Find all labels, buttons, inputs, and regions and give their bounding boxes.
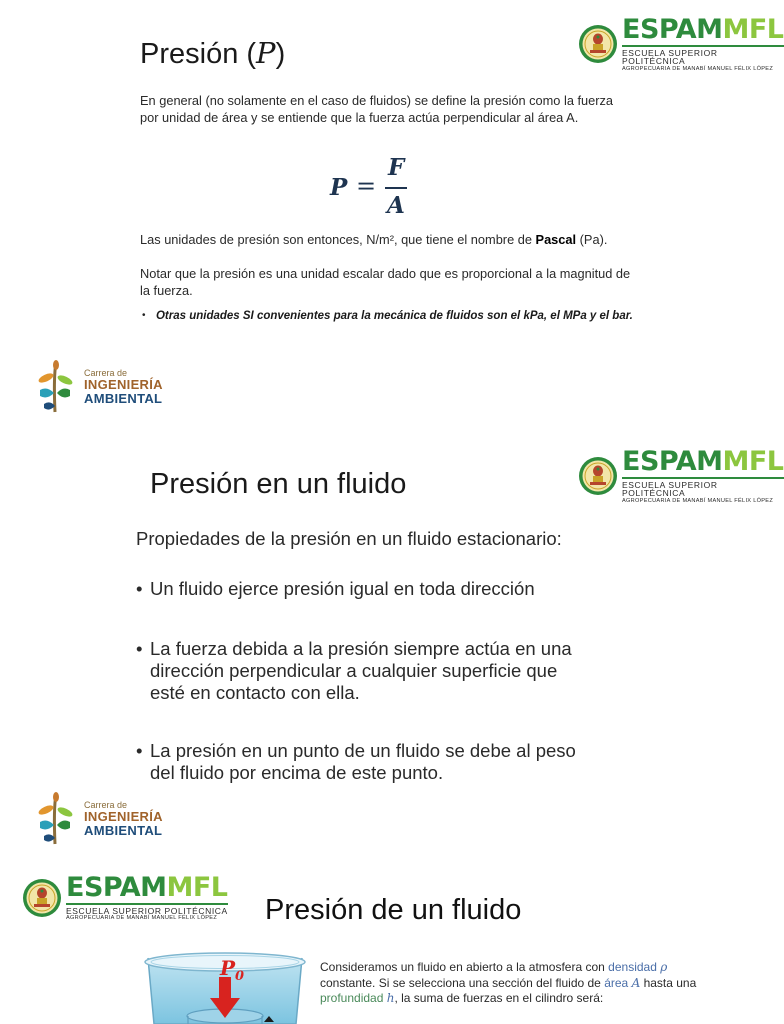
slide-title: Presión en un fluido	[150, 468, 407, 500]
logo-brand-espam: ESPAM	[622, 14, 723, 45]
intro-paragraph: En general (no solamente en el caso de fluidos) se define la presión como la fuerza por unidad de área y se entiende que la fuerza actúa perpendicular al área A.	[140, 93, 614, 125]
espam-mfl-logo	[578, 16, 784, 72]
bullet-dot: •	[142, 310, 146, 321]
logo-rule	[622, 45, 784, 47]
logo-line-3: AGROPECUARIA DE MANABÍ MANUEL FÉLIX LÓPEZ	[622, 65, 774, 72]
slide-title: Presión (P)	[140, 36, 286, 70]
pressure-formula	[330, 152, 430, 222]
intro-text: Propiedades de la presión en un fluido estacionario:	[136, 528, 562, 549]
sprout-icon	[34, 360, 78, 414]
formula-numerator: F	[388, 154, 405, 181]
espam-seal-icon	[22, 878, 62, 918]
espam-mfl-logo: ESPAMMFL ESCUELA SUPERIOR POLITÉCNICA AGROPECUARIA DE MANABÍ MANUEL FÉLIX LÓPEZ	[578, 448, 784, 504]
pascal-term: Pascal	[535, 232, 577, 247]
formula-equals: =	[356, 172, 377, 200]
si-units-bullet: • Otras unidades SI convenientes para la mecánica de fluidos son el kPa, el MPa y el bar.	[142, 310, 633, 322]
description-paragraph: Consideramos un fluido en abierto a la atmosfera con densidad ρ constante. Si se selecciona una sección del fluido de área A hasta una profundidad h, la suma de fuerzas en el cilindro será:	[320, 960, 697, 1005]
logo-brand-mfl: MFL	[722, 14, 784, 45]
units-paragraph: Las unidades de presión son entonces, N/m², que tiene el nombre de Pascal (Pa).	[140, 232, 608, 247]
carrera-ingenieria-logo: Carrera de INGENIERÍA AMBIENTAL	[34, 360, 163, 414]
p0-label: $P_0$	[220, 956, 245, 984]
term-densidad: densidad	[608, 960, 657, 974]
bullet-item: • La fuerza debida a la presión siempre actúa en una dirección perpendicular a cualquier superficie que esté en contacto con ella.	[136, 638, 572, 703]
espam-seal-icon	[578, 456, 618, 496]
slide-presion-de-un-fluido	[0, 860, 768, 1024]
formula-fraction-bar	[385, 187, 407, 189]
slide-presion-en-un-fluido	[0, 436, 784, 848]
formula-denominator: A	[387, 192, 405, 219]
bullet-dot: •	[136, 638, 143, 659]
term-profundidad: profundidad	[320, 991, 384, 1005]
logo-line-2: ESCUELA SUPERIOR POLITÉCNICA	[622, 47, 718, 66]
sprout-icon	[34, 792, 78, 846]
scalar-paragraph: Notar que la presión es una unidad escalar dado que es proporcional a la magnitud de la fuerza.	[140, 266, 631, 298]
bullet-dot: •	[136, 578, 143, 599]
formula-lhs: P	[330, 174, 348, 201]
bullet-item: • La presión en un punto de un fluido se debe al peso del fluido por encima de este punto.	[136, 740, 576, 783]
espam-mfl-logo: ESPAMMFL ESCUELA SUPERIOR POLITÉCNICA AGROPECUARIA DE MANABÍ MANUEL FÉLIX LÓPEZ	[22, 874, 228, 922]
slide-presion	[0, 0, 784, 420]
term-area: área	[604, 975, 629, 990]
bullet-dot: •	[136, 740, 143, 761]
bullet-item: • Un fluido ejerce presión igual en toda dirección	[136, 578, 535, 599]
slide-title: Presión de un fluido	[265, 894, 522, 926]
espam-seal-icon	[578, 24, 618, 64]
carrera-ingenieria-logo: Carrera de INGENIERÍA AMBIENTAL	[34, 792, 163, 846]
